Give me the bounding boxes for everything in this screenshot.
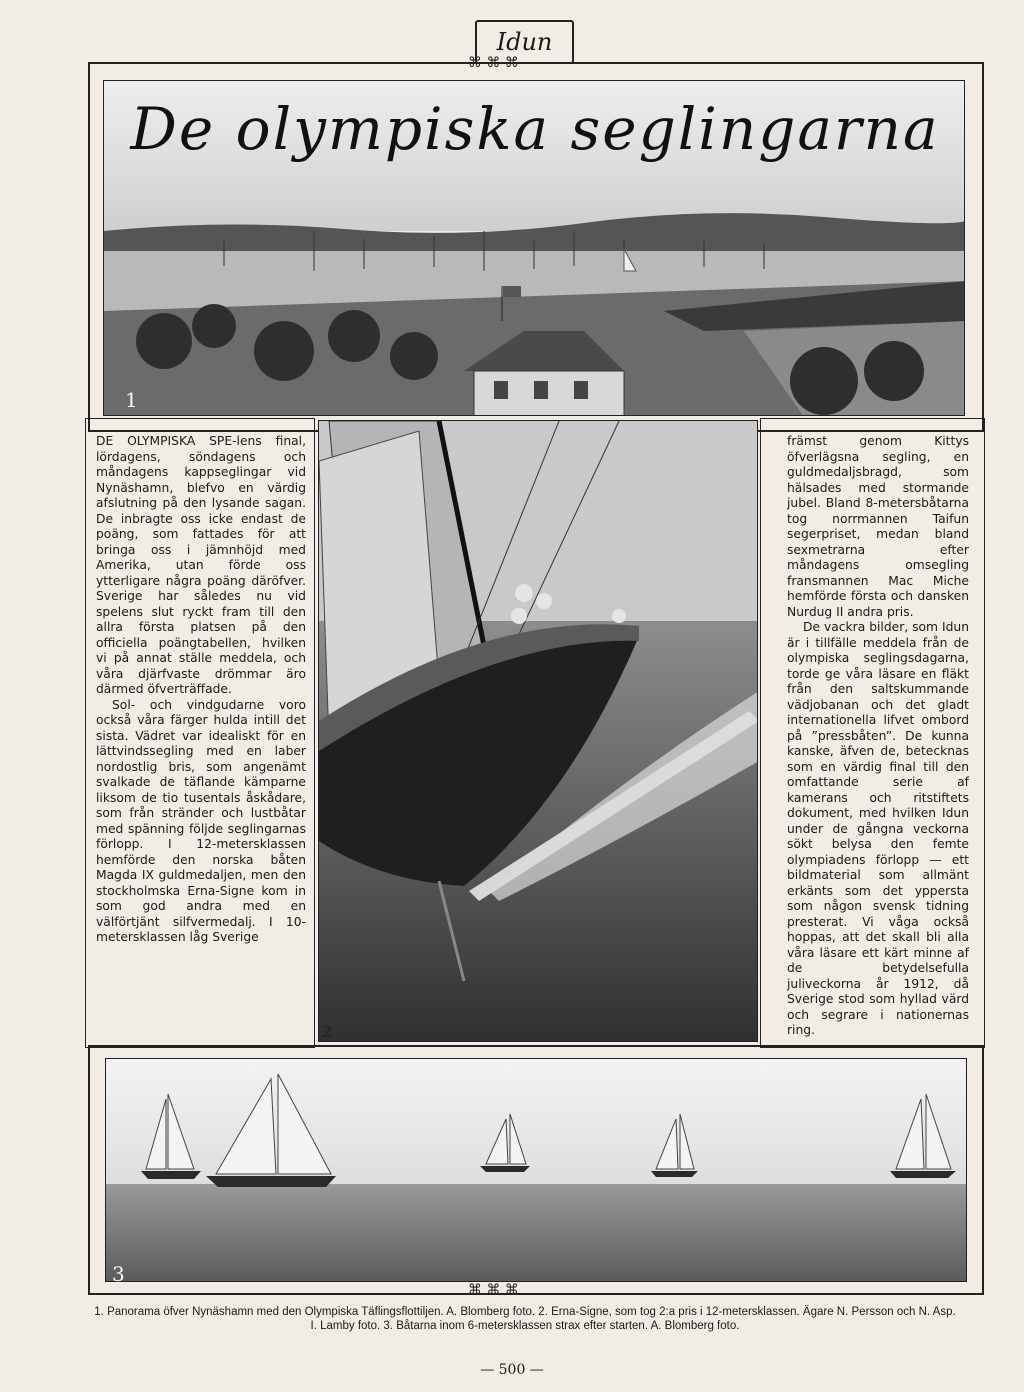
left-column-text	[96, 434, 306, 946]
page-title: De olympiska seglingarna	[130, 95, 940, 163]
boats-photo	[105, 1058, 967, 1282]
yacht-photo	[318, 420, 758, 1042]
boats-illustration	[106, 1059, 967, 1282]
page-number: — 500 —	[480, 1362, 544, 1378]
right-paragraph-2: De vackra bilder, som Idun är i tillfälle meddela från de olympiska seglingsdagarna, torde ge våra läsare en fläkt från den saltskummande vädjobanan och det gladt internationella lifvet ombord på ”pressbåten”. De kunna kanske, äfven de, betecknas som en värdig final till den omfattande serie af kamerans och ritstiftets dokument, med hvilken Idun under de gångna veckorna sökt belysa den femte olympiadens förlopp — ett bildmaterial som allmänt erkänts som det yppersta som någon svensk tidning presterat. Vi våga också hoppas, att det skall bli alla våra läsare ett kärt minne af de betydelsefulla juliveckorna år 1912, då Sverige stod som hyllad värd och segrare i nationernas ring.	[787, 620, 969, 1037]
photo-number-1: 1	[125, 388, 138, 412]
left-paragraph-2: Sol- och vindgudarne voro också våra färger hulda intill det sista. Vädret var idealiskt för en lättvindssegling med en laber nordostlig bris, som angenämt svalkade de täflande kämparne liksom de tio tusentals åskådare, som från stränder och lustbåtar med spänning följde seglingarnas förlopp. I 12-metersklassen hemförde den norska båten Magda IX guldmedaljen, men den stockholmska Erna-Signe kom in som god andra med en välförtjänt silfvermedalj. I 10-metersklassen låg Sverige	[96, 697, 306, 944]
photo-caption: 1. Panorama öfver Nynäshamn med den Olympiska Täflingsflottiljen. A. Blomberg foto. 2. Erna-Signe, som tog 2:a pris i 12-metersklassen. Ägare N. Persson och N. Asp. I. Lamby foto. 3. Båtarna inom 6-metersklassen strax efter starten. A. Blomberg foto.	[94, 1306, 956, 1332]
yacht-illustration	[319, 421, 758, 1042]
masthead-logo: Idun	[475, 20, 574, 64]
frame-ornament-bottom: ⌘ ⌘ ⌘	[468, 1282, 519, 1298]
left-paragraph-1: DE OLYMPISKA SPE-lens final, lördagens, söndagens och måndagens kappseglingar vid Nynäshamn, blefvo en värdig afslutning på den lysande sagan. De inbragte oss icke endast de poäng, som fattades för att bringa oss i jämnhöjd med Amerika, utan förde oss ytterligare några poäng däröfver. Sverige har således nu vid spelens slut ryckt fram till den allra första platsen på den officiella poängtabellen, hvilken vi på annat ställe meddela, och våra djärfvaste drömmar äro därmed öfverträffade.	[96, 434, 306, 696]
frame-ornament-top: ⌘ ⌘ ⌘	[468, 55, 519, 71]
photo-number-2: 2	[322, 1022, 333, 1041]
right-column-text	[787, 434, 969, 1039]
photo-number-3: 3	[112, 1262, 125, 1286]
right-paragraph-1: främst genom Kittys öfverlägsna segling, en guldmedaljsbragd, som hälsades med stormande jubel. Bland 8-metersbåtarna tog norrmannen Taifun segerpriset, medan bland sexmetrarna efter måndagens omsegling fransmannen Mac Miche hemförde första och dansken Nurdug II andra pris.	[787, 434, 969, 619]
